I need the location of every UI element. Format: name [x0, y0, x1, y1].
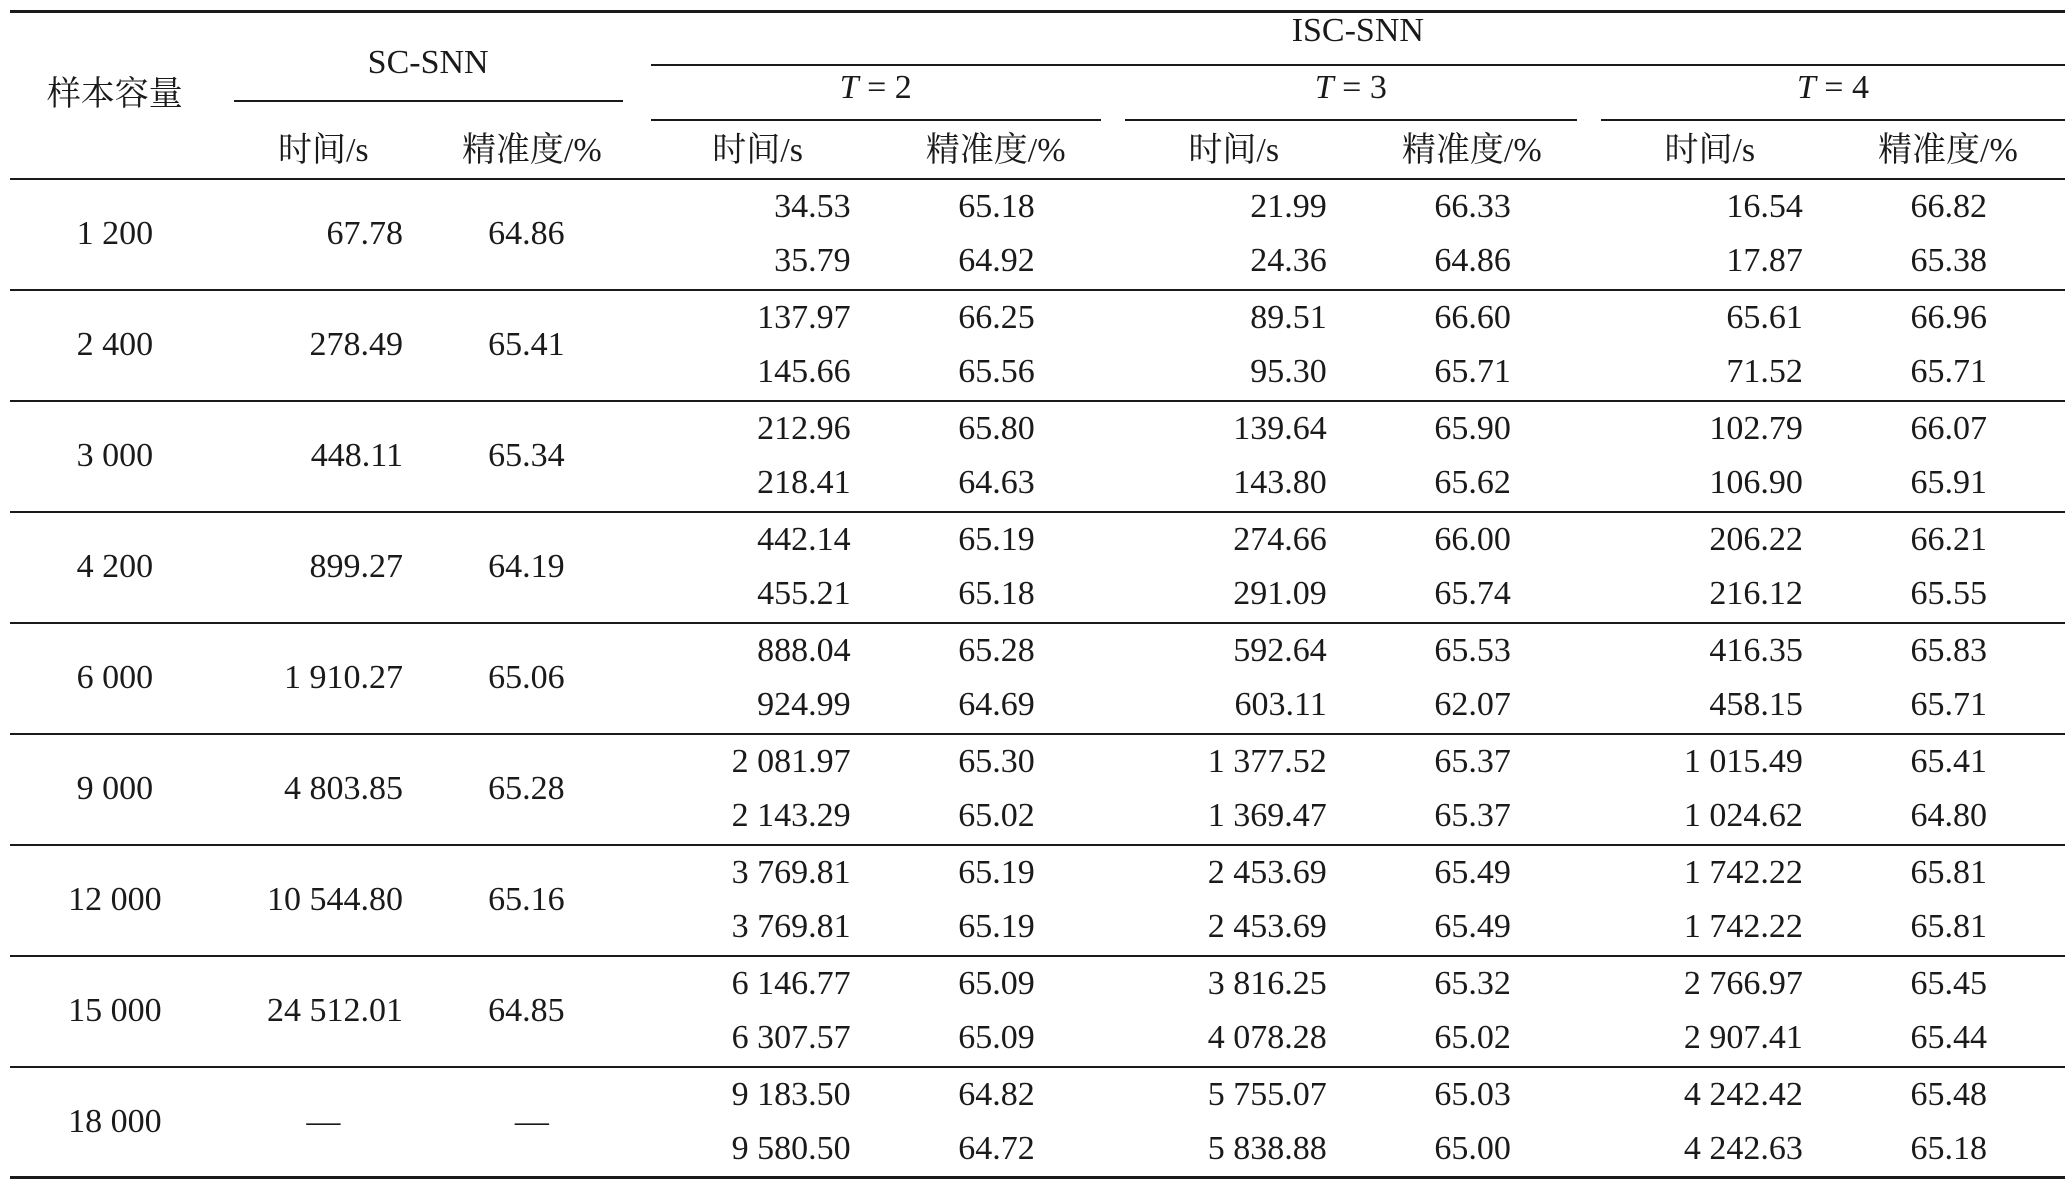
- cell-t3-acc: 65.90: [1434, 409, 1511, 447]
- cell-t4-acc: 65.41: [1910, 742, 1987, 780]
- cell-t4-acc: 66.07: [1910, 409, 1987, 447]
- cell-t2-acc: 64.63: [958, 464, 1035, 502]
- cell-t4-time: 4 242.42: [1683, 1075, 1803, 1113]
- cell-t4-time: 206.22: [1709, 520, 1803, 558]
- header-t3-time: 时间/s: [1188, 131, 1280, 169]
- cell-t2-acc: 66.25: [958, 298, 1035, 336]
- cell-t3-time: 21.99: [1250, 187, 1327, 225]
- cell-t4-acc: 65.71: [1910, 686, 1987, 724]
- cell-t4-acc: 64.80: [1910, 797, 1987, 835]
- cell-t3-time: 1 369.47: [1207, 797, 1327, 835]
- cell-t3-time: 2 453.69: [1207, 853, 1327, 891]
- cell-t2-time: 145.66: [757, 353, 851, 391]
- cell-t2-acc: 65.19: [958, 853, 1035, 891]
- cell-t3-acc: 66.33: [1434, 187, 1511, 225]
- cell-t4-acc: 65.48: [1910, 1075, 1987, 1113]
- cell-t4-time: 216.12: [1709, 575, 1803, 613]
- header-t3-eq: = 3: [1333, 68, 1387, 106]
- cell-t4-acc: 65.45: [1910, 964, 1987, 1002]
- table-row: [10, 845, 2065, 901]
- cell-t4-time: 2 907.41: [1683, 1019, 1803, 1057]
- cell-sc-time: 1 910.27: [284, 659, 404, 696]
- table-row: [10, 734, 2065, 790]
- cell-t3-time: 274.66: [1233, 520, 1327, 558]
- cell-t4-acc: 66.21: [1910, 520, 1987, 558]
- cell-t2-time: 2 081.97: [731, 742, 851, 780]
- header-sc-time: 时间/s: [277, 131, 369, 169]
- cell-t4-time: 106.90: [1709, 464, 1803, 502]
- cell-sc-acc: 65.41: [488, 326, 565, 363]
- table-row: [10, 179, 2065, 235]
- cell-t3-time: 592.64: [1233, 631, 1327, 669]
- cell-t4-time: 1 015.49: [1683, 742, 1803, 780]
- cell-t3-time: 139.64: [1233, 409, 1327, 447]
- header-t2-eq: = 2: [858, 68, 912, 106]
- cell-t2-time: 924.99: [757, 686, 851, 724]
- cell-t2-time: 3 769.81: [731, 853, 851, 891]
- cell-t2-acc: 65.19: [958, 908, 1035, 946]
- cell-t4-time: 4 242.63: [1683, 1130, 1803, 1167]
- header-t2-acc: 精准度/%: [925, 131, 1066, 169]
- cell-sc-acc: 64.19: [488, 548, 565, 585]
- cell-t3-time: 95.30: [1250, 353, 1327, 391]
- cell-t3-acc: 65.62: [1434, 464, 1511, 502]
- header-sample-size: 样本容量: [10, 12, 220, 179]
- table-row: [10, 401, 2065, 457]
- cell-t4-acc: 66.82: [1910, 187, 1987, 225]
- cell-sc-time: 24 512.01: [267, 992, 404, 1029]
- cell-sample-size: 1 200: [76, 215, 154, 252]
- cell-t4-time: 1 742.22: [1683, 853, 1803, 891]
- cell-t4-acc: 65.83: [1910, 631, 1987, 669]
- cell-t3-time: 24.36: [1250, 242, 1327, 280]
- cell-t4-time: 71.52: [1726, 353, 1803, 391]
- cell-sc-acc: 64.86: [488, 215, 565, 252]
- cell-t3-acc: 66.60: [1434, 298, 1511, 336]
- header-t4: [1589, 68, 2065, 124]
- header-t3-var: T: [1314, 68, 1334, 106]
- cell-t3-acc: 65.32: [1434, 964, 1511, 1002]
- header-t3-acc: 精准度/%: [1401, 131, 1542, 169]
- cell-t2-acc: 64.92: [958, 242, 1035, 280]
- cell-t4-time: 416.35: [1709, 631, 1803, 669]
- cell-t2-acc: 65.80: [958, 409, 1035, 447]
- cell-t3-acc: 65.49: [1434, 853, 1511, 891]
- cell-t4-acc: 65.81: [1910, 908, 1987, 946]
- table-row: [10, 290, 2065, 346]
- cell-t4-time: 65.61: [1726, 298, 1803, 336]
- header-sc-snn: [220, 12, 637, 124]
- cell-t3-time: 89.51: [1250, 298, 1327, 336]
- cell-t4-acc: 65.71: [1910, 353, 1987, 391]
- header-t4-eq: = 4: [1815, 68, 1869, 106]
- cell-t2-time: 888.04: [757, 631, 851, 669]
- table-row: [10, 623, 2065, 679]
- header-t2-time: 时间/s: [712, 131, 803, 169]
- cell-t2-acc: 65.19: [958, 520, 1035, 558]
- cell-t4-acc: 65.44: [1910, 1019, 1987, 1057]
- cell-t2-acc: 65.28: [958, 631, 1035, 669]
- cell-sample-size: 18 000: [10, 1067, 220, 1178]
- cell-sample-size: 12 000: [68, 881, 162, 918]
- cell-t2-acc: 65.18: [958, 575, 1035, 613]
- cell-sample-size: 6 000: [76, 659, 154, 696]
- cell-sc-time: 10 544.80: [267, 881, 404, 918]
- cell-sample-size: 4 200: [76, 548, 154, 585]
- header-isc-snn-label: ISC-SNN: [651, 14, 2065, 66]
- cell-sample-size: 15 000: [68, 992, 162, 1029]
- header-sc-snn-label: SC-SNN: [234, 46, 623, 102]
- cell-t2-time: 35.79: [774, 242, 851, 280]
- cell-t2-time: 455.21: [757, 575, 851, 613]
- header-t3: [1113, 68, 1589, 124]
- header-isc-snn: [637, 12, 2065, 68]
- cell-t2-time: 9 580.50: [731, 1130, 851, 1167]
- cell-sc-time: 4 803.85: [284, 770, 404, 807]
- cell-t2-time: 218.41: [757, 464, 851, 502]
- cell-t4-time: 1 024.62: [1683, 797, 1803, 835]
- cell-t3-acc: 65.74: [1434, 575, 1511, 613]
- cell-t3-acc: 65.03: [1434, 1075, 1511, 1113]
- cell-t2-acc: 65.02: [958, 797, 1035, 835]
- cell-t2-time: 6 307.57: [731, 1019, 851, 1057]
- cell-t3-time: 5 755.07: [1207, 1075, 1327, 1113]
- table-row: [10, 1067, 2065, 1123]
- header-t4-var: T: [1796, 68, 1816, 106]
- header-sc-acc: 精准度/%: [461, 131, 602, 169]
- cell-sc-time: —: [220, 1067, 427, 1178]
- header-t4-acc: 精准度/%: [1878, 131, 2018, 169]
- cell-t2-acc: 65.09: [958, 964, 1035, 1002]
- cell-t4-acc: 65.38: [1910, 242, 1987, 280]
- cell-t2-acc: 65.18: [958, 187, 1035, 225]
- cell-t3-acc: 65.49: [1434, 908, 1511, 946]
- cell-t3-acc: 65.53: [1434, 631, 1511, 669]
- cell-t3-time: 2 453.69: [1207, 908, 1327, 946]
- cell-sample-size: 3 000: [76, 437, 154, 474]
- cell-sc-acc: 65.28: [488, 770, 565, 807]
- cell-t2-time: 137.97: [757, 298, 851, 336]
- cell-t4-time: 1 742.22: [1683, 908, 1803, 946]
- cell-sample-size: 9 000: [76, 770, 154, 807]
- cell-sc-time: 67.78: [326, 215, 404, 252]
- table-header: [10, 12, 2065, 179]
- cell-t4-time: 2 766.97: [1683, 964, 1803, 1002]
- results-table-container: [10, 10, 2065, 1179]
- cell-t2-time: 9 183.50: [731, 1075, 851, 1113]
- cell-sc-time: 448.11: [310, 437, 404, 474]
- cell-t3-time: 1 377.52: [1207, 742, 1327, 780]
- cell-t3-time: 291.09: [1233, 575, 1327, 613]
- cell-t3-acc: 65.37: [1434, 797, 1511, 835]
- cell-t3-acc: 66.00: [1434, 520, 1511, 558]
- cell-t3-acc: 65.71: [1434, 353, 1511, 391]
- cell-t4-acc: 65.81: [1910, 853, 1987, 891]
- cell-sc-time: 278.49: [309, 326, 404, 363]
- cell-sample-size: 2 400: [76, 326, 154, 363]
- cell-t4-acc: 65.91: [1910, 464, 1987, 502]
- cell-sc-time: 899.27: [309, 548, 404, 585]
- cell-sc-acc: —: [427, 1067, 637, 1178]
- cell-t3-time: 4 078.28: [1207, 1019, 1327, 1057]
- cell-t3-acc: 65.37: [1434, 742, 1511, 780]
- header-t2: [637, 68, 1113, 124]
- cell-t3-time: 143.80: [1233, 464, 1327, 502]
- cell-t2-acc: 65.56: [958, 353, 1035, 391]
- cell-t4-time: 102.79: [1709, 409, 1803, 447]
- cell-t3-acc: 62.07: [1434, 686, 1511, 724]
- cell-t2-time: 2 143.29: [731, 797, 851, 835]
- cell-t3-acc: 65.02: [1434, 1019, 1511, 1057]
- cell-t3-acc: 64.86: [1434, 242, 1511, 280]
- cell-t4-acc: 65.55: [1910, 575, 1987, 613]
- cell-t2-time: 3 769.81: [731, 908, 851, 946]
- cell-t2-time: 6 146.77: [731, 964, 851, 1002]
- cell-t2-acc: 65.09: [958, 1019, 1035, 1057]
- cell-t2-acc: 64.72: [958, 1130, 1035, 1167]
- cell-t3-acc: 65.00: [1434, 1130, 1511, 1167]
- header-t4-time: 时间/s: [1664, 131, 1756, 169]
- cell-t4-time: 16.54: [1726, 187, 1803, 225]
- cell-sc-acc: 64.85: [488, 992, 565, 1029]
- cell-t3-time: 5 838.88: [1207, 1130, 1327, 1167]
- cell-t3-time: 603.11: [1234, 686, 1327, 724]
- cell-sc-acc: 65.34: [488, 437, 565, 474]
- table-body: [10, 179, 2065, 1178]
- cell-t4-acc: 65.18: [1910, 1130, 1987, 1167]
- cell-t4-time: 17.87: [1726, 242, 1803, 280]
- cell-t2-time: 34.53: [774, 187, 851, 225]
- cell-t4-acc: 66.96: [1910, 298, 1987, 336]
- cell-t2-time: 212.96: [757, 409, 851, 447]
- cell-sc-acc: 65.16: [488, 881, 565, 918]
- cell-t2-acc: 64.82: [958, 1075, 1035, 1113]
- table-row: [10, 956, 2065, 1012]
- cell-t2-acc: 64.69: [958, 686, 1035, 724]
- cell-t4-time: 458.15: [1709, 686, 1803, 724]
- cell-t2-acc: 65.30: [958, 742, 1035, 780]
- results-table: [10, 10, 2065, 1179]
- header-t2-var: T: [839, 68, 859, 106]
- table-row: [10, 512, 2065, 568]
- cell-t3-time: 3 816.25: [1207, 964, 1327, 1002]
- cell-t2-time: 442.14: [757, 520, 851, 558]
- cell-sc-acc: 65.06: [488, 659, 565, 696]
